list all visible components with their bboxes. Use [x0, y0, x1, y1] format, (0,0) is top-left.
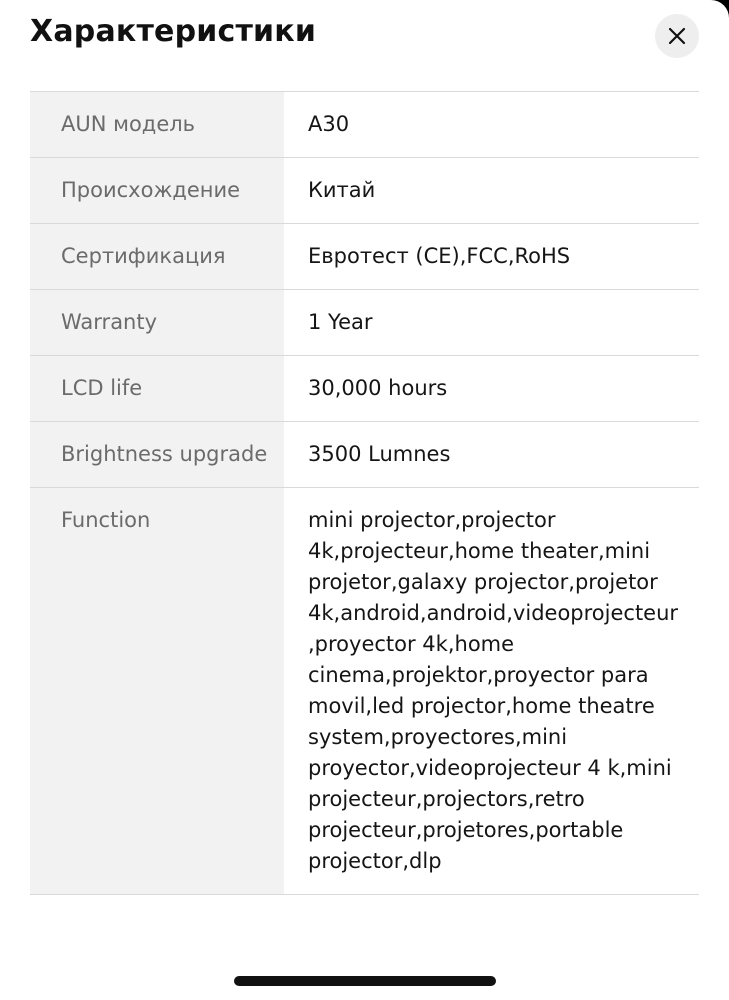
- table-row: [30, 158, 699, 224]
- spec-value: 30,000 hours: [284, 356, 699, 422]
- specs-scroll-area[interactable]: [0, 88, 729, 936]
- home-indicator[interactable]: [234, 976, 496, 986]
- spec-value: mini projector,projector 4k,projecteur,home theater,mini projetor,galaxy projector,projetor 4k,android,android,videoprojecteur ,proyector 4k,home cinema,projektor,proyector para movil,led projector,home theatre system,proyectores,mini proyector,videoprojecteur 4 k,mini projecteur,projectors,retro projecteur,projetores,portable projector,dlp: [284, 488, 699, 895]
- spec-value: 1 Year: [284, 290, 699, 356]
- close-icon: [668, 27, 686, 45]
- spec-label: Brightness upgrade: [30, 422, 284, 488]
- spec-value: Китай: [284, 158, 699, 224]
- spec-value: A30: [284, 92, 699, 158]
- spec-label: Warranty: [30, 290, 284, 356]
- table-row: [30, 356, 699, 422]
- spec-value: 3500 Lumnes: [284, 422, 699, 488]
- table-row: [30, 488, 699, 895]
- specs-table: [30, 91, 699, 895]
- table-row: [30, 224, 699, 290]
- close-button[interactable]: [655, 14, 699, 58]
- spec-label: Сертификация: [30, 224, 284, 290]
- spec-label: AUN модель: [30, 92, 284, 158]
- table-row: [30, 92, 699, 158]
- table-row: [30, 422, 699, 488]
- table-row: [30, 290, 699, 356]
- spec-label: LCD life: [30, 356, 284, 422]
- spec-label: Происхождение: [30, 158, 284, 224]
- spec-value: Евротест (CE),FCC,RoHS: [284, 224, 699, 290]
- page-title: Характеристики: [30, 14, 317, 49]
- sheet-header: [0, 0, 729, 72]
- spec-label: Function: [30, 488, 284, 895]
